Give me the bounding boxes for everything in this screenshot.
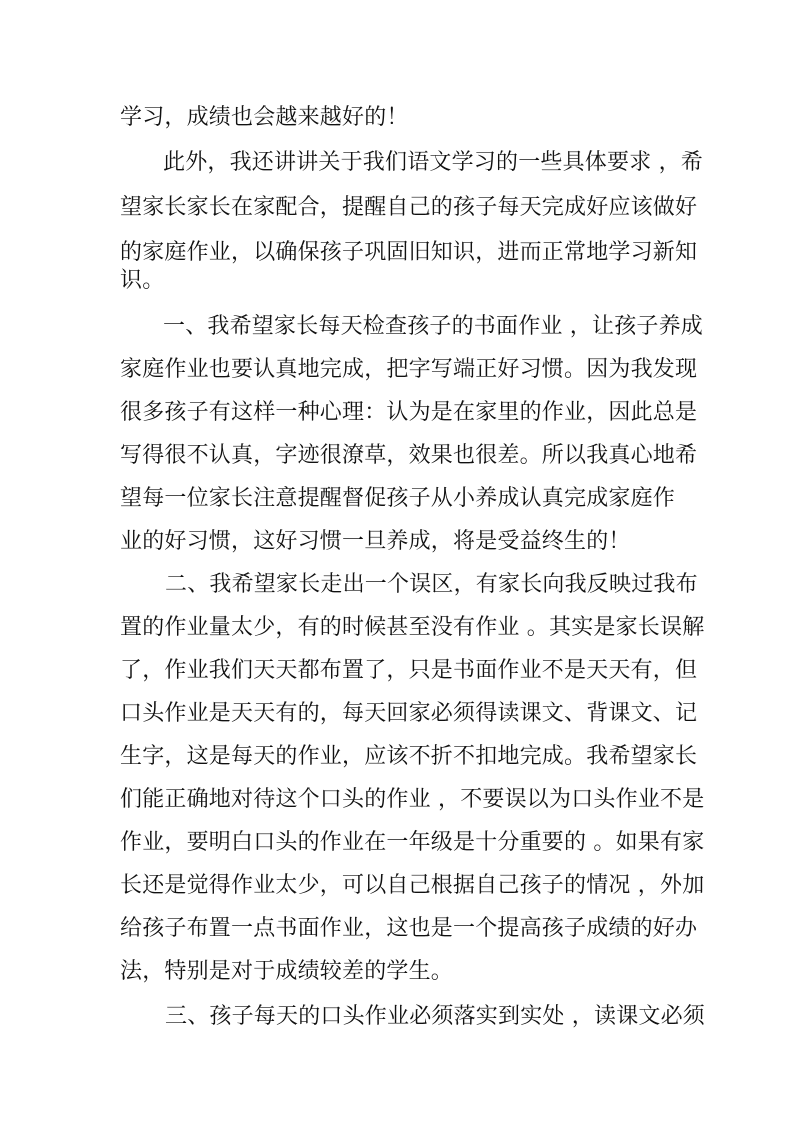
text-line: 写得很不认真，字迹很潦草，效果也很差。所以我真心地希 [120, 443, 698, 468]
text-line: 给孩子布置一点书面作业，这也是一个提高孩子成绩的好办 [120, 916, 698, 941]
text-line: 望每一位家长注意提醒督促孩子从小养成认真完成家庭作 [120, 486, 676, 511]
text-line: 的家庭作业，以确保孩子巩固旧知识，进而正常地学习新知 [120, 240, 698, 265]
paragraph-start-line: 一、我希望家长每天检查孩子的书面作业 ，让孩子养成 [163, 314, 703, 339]
text-line: 长还是觉得作业太少，可以自己根据自己孩子的情况 ，外加 [120, 873, 705, 898]
paragraph-start-line: 此外，我还讲讲关于我们语文学习的一些具体要求 ，希 [163, 150, 703, 175]
text-line: 口头作业是天天有的，每天回家必须得读课文、背课文、记 [120, 701, 698, 726]
text-line: 学习，成绩也会越来越好的！ [120, 105, 409, 130]
text-line: 家庭作业也要认真地完成，把字写端正好习惯。因为我发现 [120, 357, 698, 382]
text-line: 了，作业我们天天都布置了，只是书面作业不是天天有，但 [120, 658, 698, 683]
text-line: 们能正确地对待这个口头的作业 ，不要误以为口头作业不是 [120, 787, 705, 812]
text-line: 很多孩子有这样一种心理：认为是在家里的作业，因此总是 [120, 400, 698, 425]
text-line: 业的好习惯，这好习惯一旦养成，将是受益终生的！ [120, 529, 631, 554]
text-line: 望家长家长在家配合，提醒自己的孩子每天完成好应该做好 [120, 195, 698, 220]
text-line: 作业，要明白口头的作业在一年级是十分重要的 。如果有家 [120, 830, 705, 855]
text-line: 置的作业量太少，有的时候甚至没有作业 。其实是家长误解 [120, 615, 705, 640]
text-line: 识。 [120, 268, 165, 293]
paragraph-start-line: 三、孩子每天的口头作业必须落实到实处 ，读课文必须 [165, 1004, 705, 1029]
text-line: 生字，这是每天的作业，应该不折不扣地完成。我希望家长 [120, 744, 698, 769]
text-line: 法，特别是对于成绩较差的学生。 [120, 959, 454, 984]
paragraph-start-line: 二、我希望家长走出一个误区，有家长向我反映过我布 [165, 572, 698, 597]
